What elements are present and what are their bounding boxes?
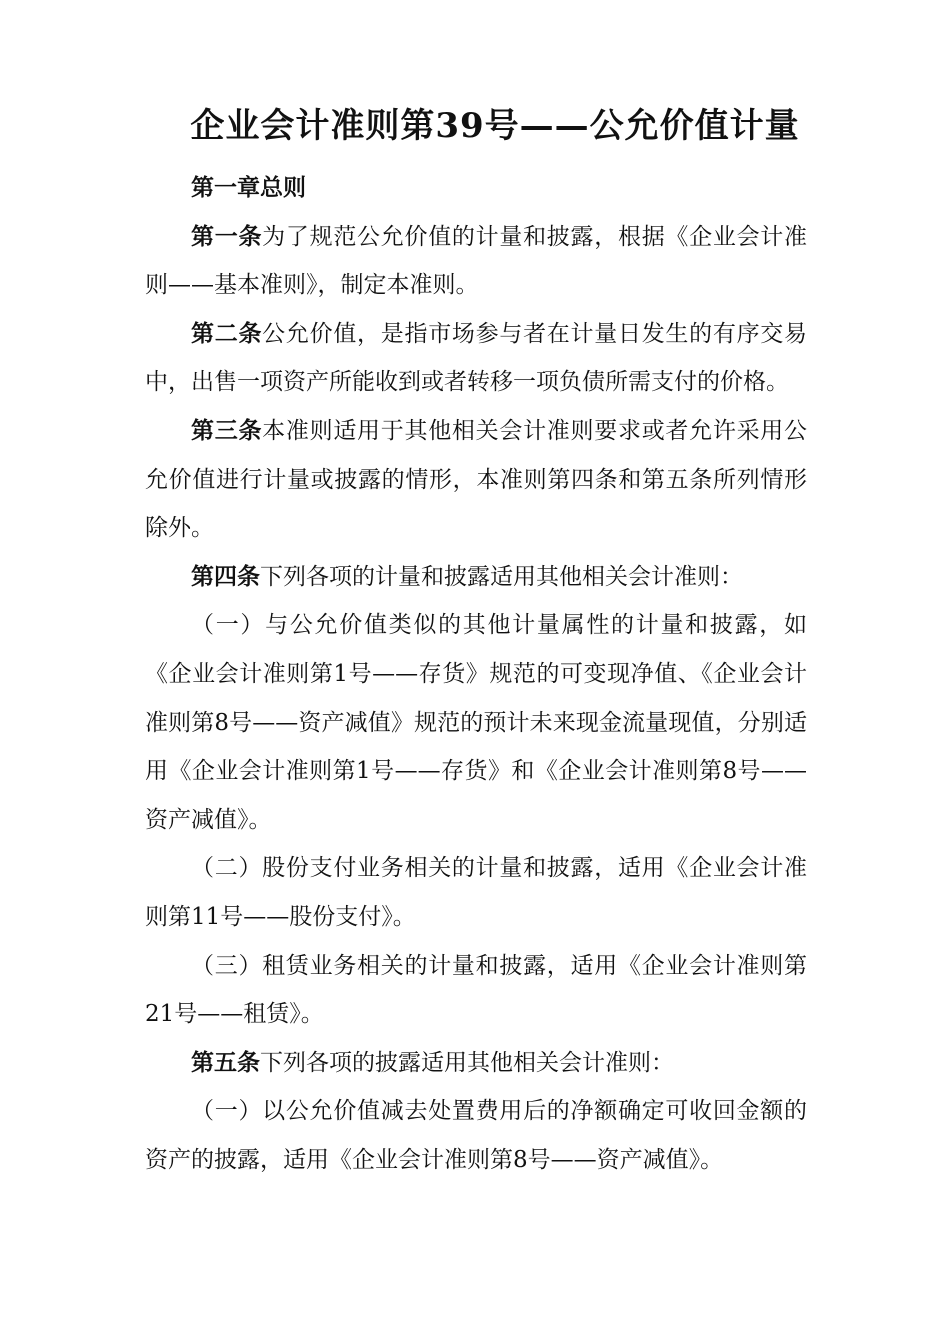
article-3-paragraph <box>145 407 807 553</box>
article-text: 本准则适用于其他相关会计准则要求或者允许采用公允价值进行计量或披露的情形，本准则第四条和第五条所列情形除外。 <box>145 417 808 542</box>
article-4-item-1 <box>145 601 807 844</box>
article-text: 公允价值，是指市场参与者在计量日发生的有序交易中，出售一项资产所能收到或者转移一项负债所需支付的价格。 <box>145 320 808 396</box>
article-number: 第五条 <box>191 1049 260 1076</box>
item-text: （三）租赁业务相关的计量和披露，适用《企业会计准则第21号——租赁》。 <box>145 952 807 1028</box>
article-4-item-3 <box>145 942 807 1039</box>
article-number: 第四条 <box>191 563 260 590</box>
article-5-item-1 <box>145 1087 807 1184</box>
article-number: 第二条 <box>191 320 263 347</box>
article-4-paragraph <box>145 553 807 602</box>
article-text: 为了规范公允价值的计量和披露，根据《企业会计准则——基本准则》，制定本准则。 <box>145 223 808 299</box>
document-title: 企业会计准则第39号——公允价值计量 <box>190 106 800 146</box>
article-number: 第一条 <box>191 223 263 250</box>
item-text: （一）与公允价值类似的其他计量属性的计量和披露，如《企业会计准则第1号——存货》规范的可变现净值、《企业会计准则第8号——资产减值》规范的预计未来现金流量现值，分别适用《企业会计准则第1号——存货》和《企业会计准则第8号——资产减值》。 <box>145 612 807 833</box>
document-body <box>145 164 807 1184</box>
article-1-paragraph <box>145 213 807 310</box>
article-2-paragraph <box>145 310 807 407</box>
article-text: 下列各项的计量和披露适用其他相关会计准则： <box>260 563 743 590</box>
item-text: （二）股份支付业务相关的计量和披露，适用《企业会计准则第11号——股份支付》。 <box>145 855 807 930</box>
chapter-heading: 第一章总则 <box>191 175 306 201</box>
item-text: （一）以公允价值减去处置费用后的净额确定可收回金额的资产的披露，适用《企业会计准则第8号——资产减值》。 <box>145 1098 807 1173</box>
article-number: 第三条 <box>191 417 263 444</box>
article-4-item-2 <box>145 844 807 941</box>
article-5-paragraph <box>145 1039 807 1088</box>
article-text: 下列各项的披露适用其他相关会计准则： <box>260 1049 674 1076</box>
